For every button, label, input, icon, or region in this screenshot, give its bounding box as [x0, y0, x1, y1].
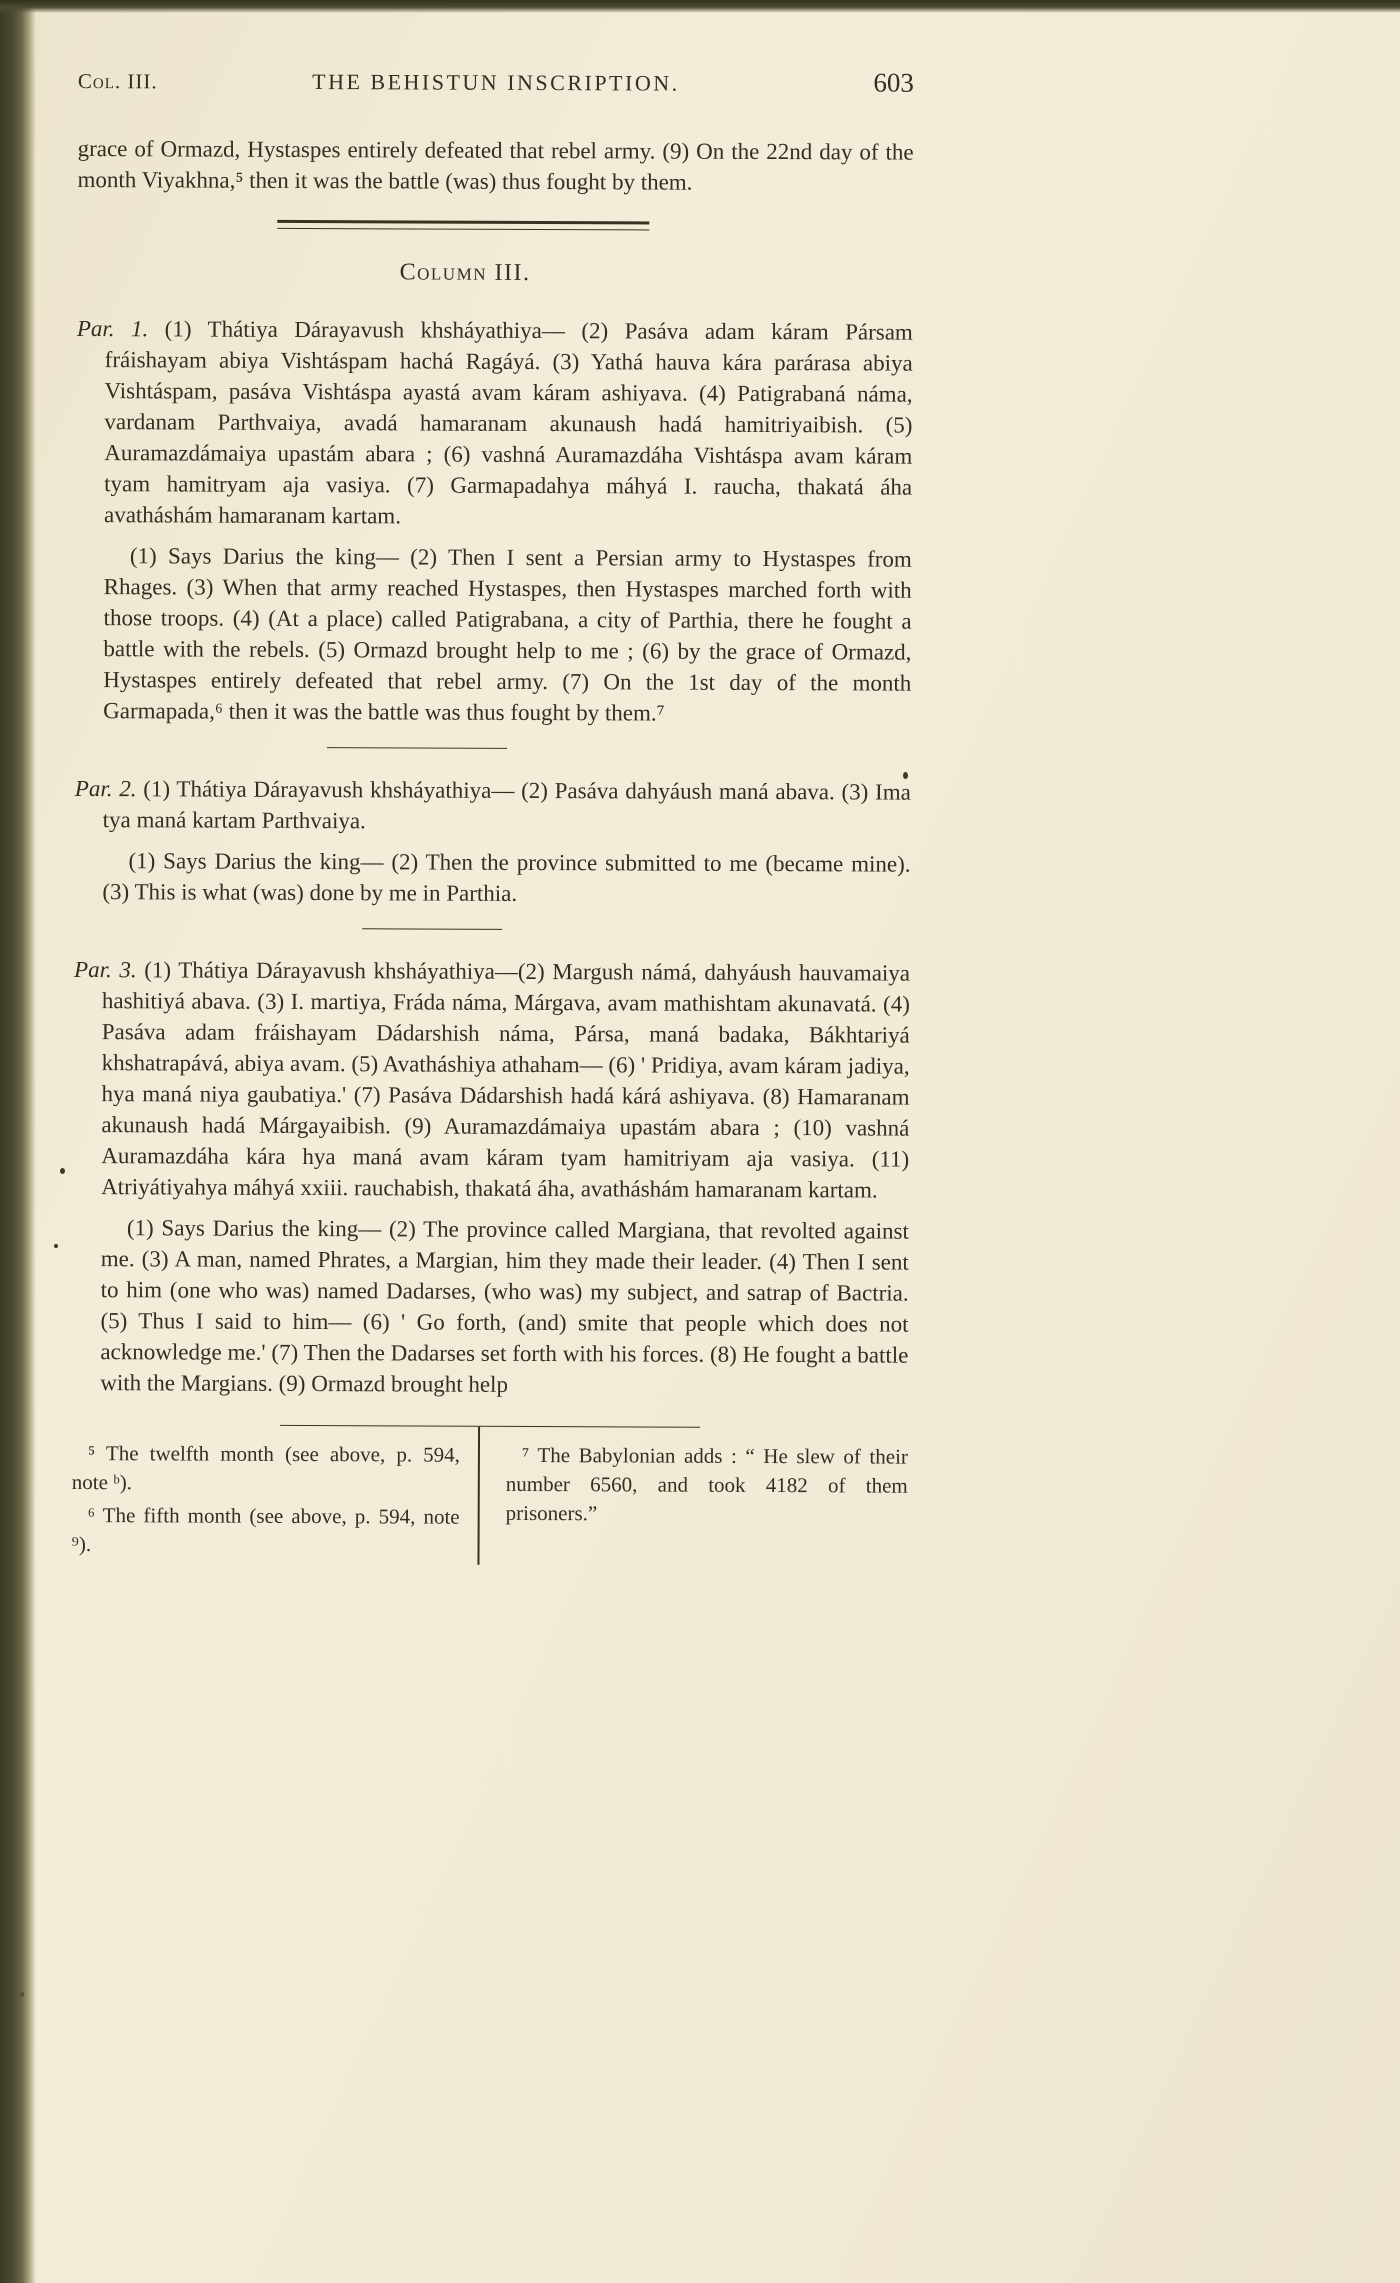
par3-transliteration [73, 954, 911, 1206]
par1-transliteration-text: (1) Thátiya Dárayavush khsháyathiya— (2) Pasáva adam káram Pársam fráishayam abiya Vishtáspam hachá Ragáyá. (3) Yathá hauva kára parárasa abiya Vishtáspam, pasáva Vishtáspa ayastá avam káram ashiyava. (4) Patigrabaná náma, vardanam Parthvaiya, avadá hamaranam akunaush hadá hamitriyaibish. (5) Auramazdámaiya upastám abara ; (6) vashná Auramazdáha Vishtáspa avam káram tyam hamitryam aja vasiya. (7) Garmapadahya máhyá I. raucha, thakatá áha avatháshám hamaranam kartam. [103, 316, 913, 529]
page-title: THE BEHISTUN INSCRIPTION. [312, 69, 680, 96]
footnote-column-left [71, 1439, 460, 1565]
page-content [71, 64, 914, 1567]
par2-translation: (1) Says Darius the king— (2) Then the province submitted to me (became mine). (3) This is what (was) done by me in Parthia. [102, 848, 911, 906]
scan-speck [20, 1992, 24, 1997]
par3-transliteration-text: (1) Thátiya Dárayavush khsháyathiya—(2) Margush námá, dahyáush hauvamaiya hashitiyá abava. (3) I. martiya, Fráda náma, Márgava, avam mathishtam akunavatá. (4) Pasáva adam fráishayam Dádarshish náma, Pársa, maná badaka, Bákhtariyá khshatrapává, abiya avam. (5) Avatháshiya athaham— (6) ' Pridiya, avam káram jadiya, hya maná niya gaubatiya.' (7) Pasáva Dádarshish hadá kárá ashiyava. (8) Hamaranam akunaush hadá Márgayaibish. (9) Auramazdámaiya upastám abara ; (10) vashná Auramazdáha kára hya maná avam káram tyam hamitriyam aja vasiya. (11) Atriyátiyahya máhyá xxiii. rauchabish, thakatá áha, avatháshám hamaranam kartam. [101, 957, 911, 1203]
page-number: 603 [873, 67, 914, 98]
par3-label: Par. 3. [73, 956, 137, 983]
scan-speck [60, 1168, 65, 1174]
section-divider-double-rule [277, 220, 649, 231]
running-header [78, 64, 914, 101]
footnote-column-right [505, 1441, 908, 1567]
column-label: Col. III. [77, 68, 158, 94]
paragraph-divider-rule [362, 928, 502, 930]
scan-speck [54, 1244, 58, 1248]
footnote-6: ⁶ The fifth month (see above, p. 594, note ⁹). [71, 1503, 460, 1557]
footnote-7: ⁷ The Babylonian adds : “ He slew of their number 6560, and took 4182 of them prisoners.” [505, 1442, 908, 1526]
footnote-column-divider [477, 1427, 480, 1565]
par1-translation: (1) Says Darius the king— (2) Then I sent a Persian army to Hystaspes from Rhages. (3) When that army reached Hystaspes, then Hystaspes marched forth with those troops. (4) (At a place) called Patigrabana, a city of Parthia, there he fought a battle with the rebels. (5) Ormazd brought help to me ; (6) by the grace of Ormazd, Hystaspes entirely defeated that rebel army. (7) On the 1st day of the month Garmapada,⁶ then it was the battle was thus fought by them.⁷ [103, 543, 912, 726]
par1-transliteration [76, 313, 913, 534]
par2-label: Par. 2. [74, 775, 137, 802]
footnote-area [71, 1424, 908, 1567]
page-top-edge [0, 0, 1400, 13]
footnote-5: ⁵ The twelfth month (see above, p. 594, note ᵇ). [71, 1441, 460, 1495]
binding-edge [0, 0, 36, 2283]
paragraph-divider-rule [327, 747, 507, 749]
carryover-paragraph: grace of Ormazd, Hystaspes entirely defeated that rebel army. (9) On the 22nd day of the month Viyakhna,⁵ then it was the battle (was) thus fought by them. [77, 135, 914, 195]
par2-transliteration [74, 773, 911, 839]
par3-translation: (1) Says Darius the king— (2) The province called Margiana, that revolted against me. (3) A man, named Phrates, a Margian, him they made their leader. (4) Then I sent to him (one who was) named Dadarses, (who was) my subject, and satrap of Bactria. (5) Thus I said to him— (6) ' Go forth, (and) smite that people which does not acknowledge me.' (7) Then the Dadarses set forth with his forces. (8) He fought a battle with the Margians. (9) Ormazd brought help [100, 1215, 909, 1397]
par2-transliteration-text: (1) Thátiya Dárayavush khsháyathiya— (2) Pasáva dahyáush maná abava. (3) Ima tya maná kartam Parthvaiya. [102, 776, 911, 834]
section-heading: Column III. [399, 259, 531, 286]
footnote-separator-rule [280, 1425, 700, 1428]
footnote-columns [71, 1439, 908, 1567]
par1-label: Par. 1. [76, 315, 149, 342]
